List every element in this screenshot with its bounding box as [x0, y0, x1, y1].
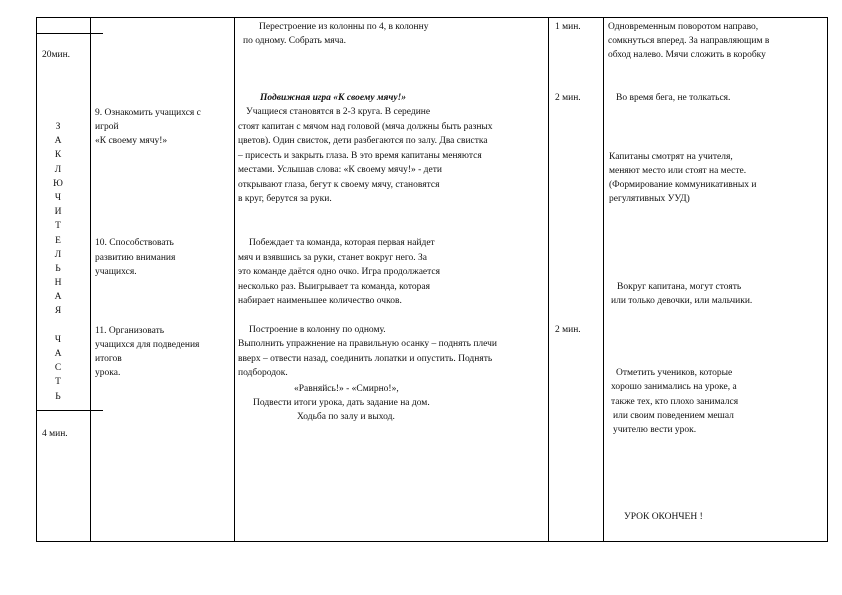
task-9-line-2: игрой	[95, 122, 119, 132]
game-line-2: стоят капитан с мячом над головой (мяча должны быть разных	[238, 122, 493, 132]
section-letter: Л	[54, 249, 62, 260]
content-top-line-1: Перестроение из колонны по 4, в колонну	[259, 22, 429, 32]
section-letter: Ч	[54, 192, 62, 203]
note-2: Во время бега, не толкаться.	[616, 93, 731, 103]
section-letter: Н	[54, 278, 62, 289]
note-1-line-3: обход налево. Мячи сложить в коробку	[608, 50, 766, 60]
table-right-border	[827, 17, 828, 542]
game-line-3: цветов). Один свисток, дети разбегаются по залу. Два свистка	[238, 136, 488, 146]
note-5-line-1: Отметить учеников, которые	[616, 368, 733, 378]
note-5-line-2: хорошо занимались на уроке, а	[611, 382, 737, 392]
section-letter: Т	[55, 377, 61, 388]
note-1-line-2: сомкнуться вперед. За направляющим в	[608, 36, 770, 46]
dosage-3: 2 мин.	[555, 325, 581, 335]
win-line-3: это команде даётся одно очко. Игра продолжается	[238, 267, 440, 277]
section-letter: З	[55, 122, 61, 132]
dosage-2: 2 мин.	[555, 93, 581, 103]
win-line-2: мяч и взявшись за руки, станет вокруг него. За	[238, 253, 427, 263]
note-5-line-4: или своим поведением мешал	[613, 411, 734, 421]
lesson-end-text: УРОК ОКОНЧЕН !	[624, 512, 703, 522]
note-3-line-4: регулятивных УУД)	[609, 194, 690, 204]
note-4-line-1: Вокруг капитана, могут стоять	[617, 282, 742, 292]
section-letter: Т	[55, 221, 61, 232]
column-divider-4	[603, 17, 604, 542]
task-10-line-1: 10. Способствовать	[95, 238, 174, 248]
section-letter: С	[54, 363, 62, 374]
task-9-line-3: «К своему мячу!»	[95, 136, 168, 146]
section-letter	[52, 319, 64, 333]
row-divider-top	[36, 33, 103, 34]
game-line-6: открывают глаза, бегут к своему мячу, становятся	[238, 180, 440, 190]
win-line-4: несколько раз. Выигрывает та команда, которая	[238, 282, 430, 292]
table-left-border	[36, 17, 37, 542]
column-divider-1	[90, 17, 91, 542]
time-20-min: 20мин.	[42, 50, 71, 60]
task-10-line-3: учащихся.	[95, 267, 137, 277]
section-letter: Ь	[55, 391, 61, 402]
table-bottom-border	[36, 541, 828, 542]
time-4-min: 4 мин.	[42, 429, 68, 439]
task-11-line-1: 11. Организовать	[95, 326, 165, 336]
section-letter: И	[54, 207, 62, 218]
section-letter: А	[54, 349, 62, 359]
row-divider-bottom	[36, 410, 103, 411]
task-11-line-4: урока.	[95, 368, 121, 378]
note-5-line-3: также тех, кто плохо занимался	[611, 397, 739, 407]
game-line-7: в круг, берутся за руки.	[238, 194, 332, 204]
game-title: Подвижная игра «К своему мячу!»	[260, 93, 407, 103]
section-letter: А	[54, 292, 62, 303]
win-line-1: Побеждает та команда, которая первая найдет	[249, 238, 435, 248]
note-4-line-2: или только девочки, или мальчики.	[611, 296, 753, 306]
section-letter: Ч	[54, 334, 62, 345]
section-letter: Я	[54, 306, 62, 317]
summary-line: Подвести итоги урока, дать задание на дом.	[253, 398, 430, 408]
note-5-line-5: учителю вести урок.	[613, 425, 697, 435]
game-line-5: местами. Услышав слова: «К своему мячу!» - дети	[238, 165, 442, 175]
final-line-2: Выполнить упражнение на правильную осанку – поднять плечи	[238, 339, 498, 349]
content-top-line-2: по одному. Собрать мяча.	[243, 36, 346, 46]
task-11-line-3: итогов	[95, 354, 122, 364]
win-line-5: набирает наименьшее количество очков.	[238, 296, 402, 306]
note-1-line-1: Одновременным поворотом направо,	[608, 22, 759, 32]
task-9-line-1: 9. Ознакомить учащихся с	[95, 108, 201, 118]
exit-line: Ходьба по залу и выход.	[297, 412, 395, 422]
section-letter: Ь	[55, 263, 61, 274]
section-vertical-label	[52, 120, 64, 404]
section-letter: Ю	[53, 178, 63, 189]
task-11-line-2: учащихся для подведения	[95, 340, 200, 350]
table-top-border	[36, 17, 828, 18]
final-line-1: Построение в колонну по одному.	[249, 325, 386, 335]
dosage-1: 1 мин.	[555, 22, 581, 32]
column-divider-3	[548, 17, 549, 542]
final-line-3: вверх – отвести назад, соединить лопатки и опустить. Поднять	[238, 354, 493, 364]
game-line-4: – присесть и закрыть глаза. В это время капитаны меняются	[238, 151, 482, 161]
column-divider-2	[234, 17, 235, 542]
task-10-line-2: развитию внимания	[95, 253, 176, 263]
section-letter: Л	[54, 164, 62, 175]
note-3-line-1: Капитаны смотрят на учителя,	[609, 152, 733, 162]
game-line-1: Учащиеся становятся в 2-3 круга. В середине	[246, 107, 431, 117]
section-letter: Е	[55, 235, 61, 246]
note-3-line-3: (Формирование коммуникативных и	[609, 180, 757, 190]
section-letter: А	[54, 136, 62, 147]
section-letter: К	[54, 150, 62, 161]
note-3-line-2: меняют место или стоят на месте.	[609, 166, 747, 176]
commands-line: «Равняйсь!» - «Смирно!»,	[294, 384, 399, 394]
final-line-4: подбородок.	[238, 368, 288, 378]
